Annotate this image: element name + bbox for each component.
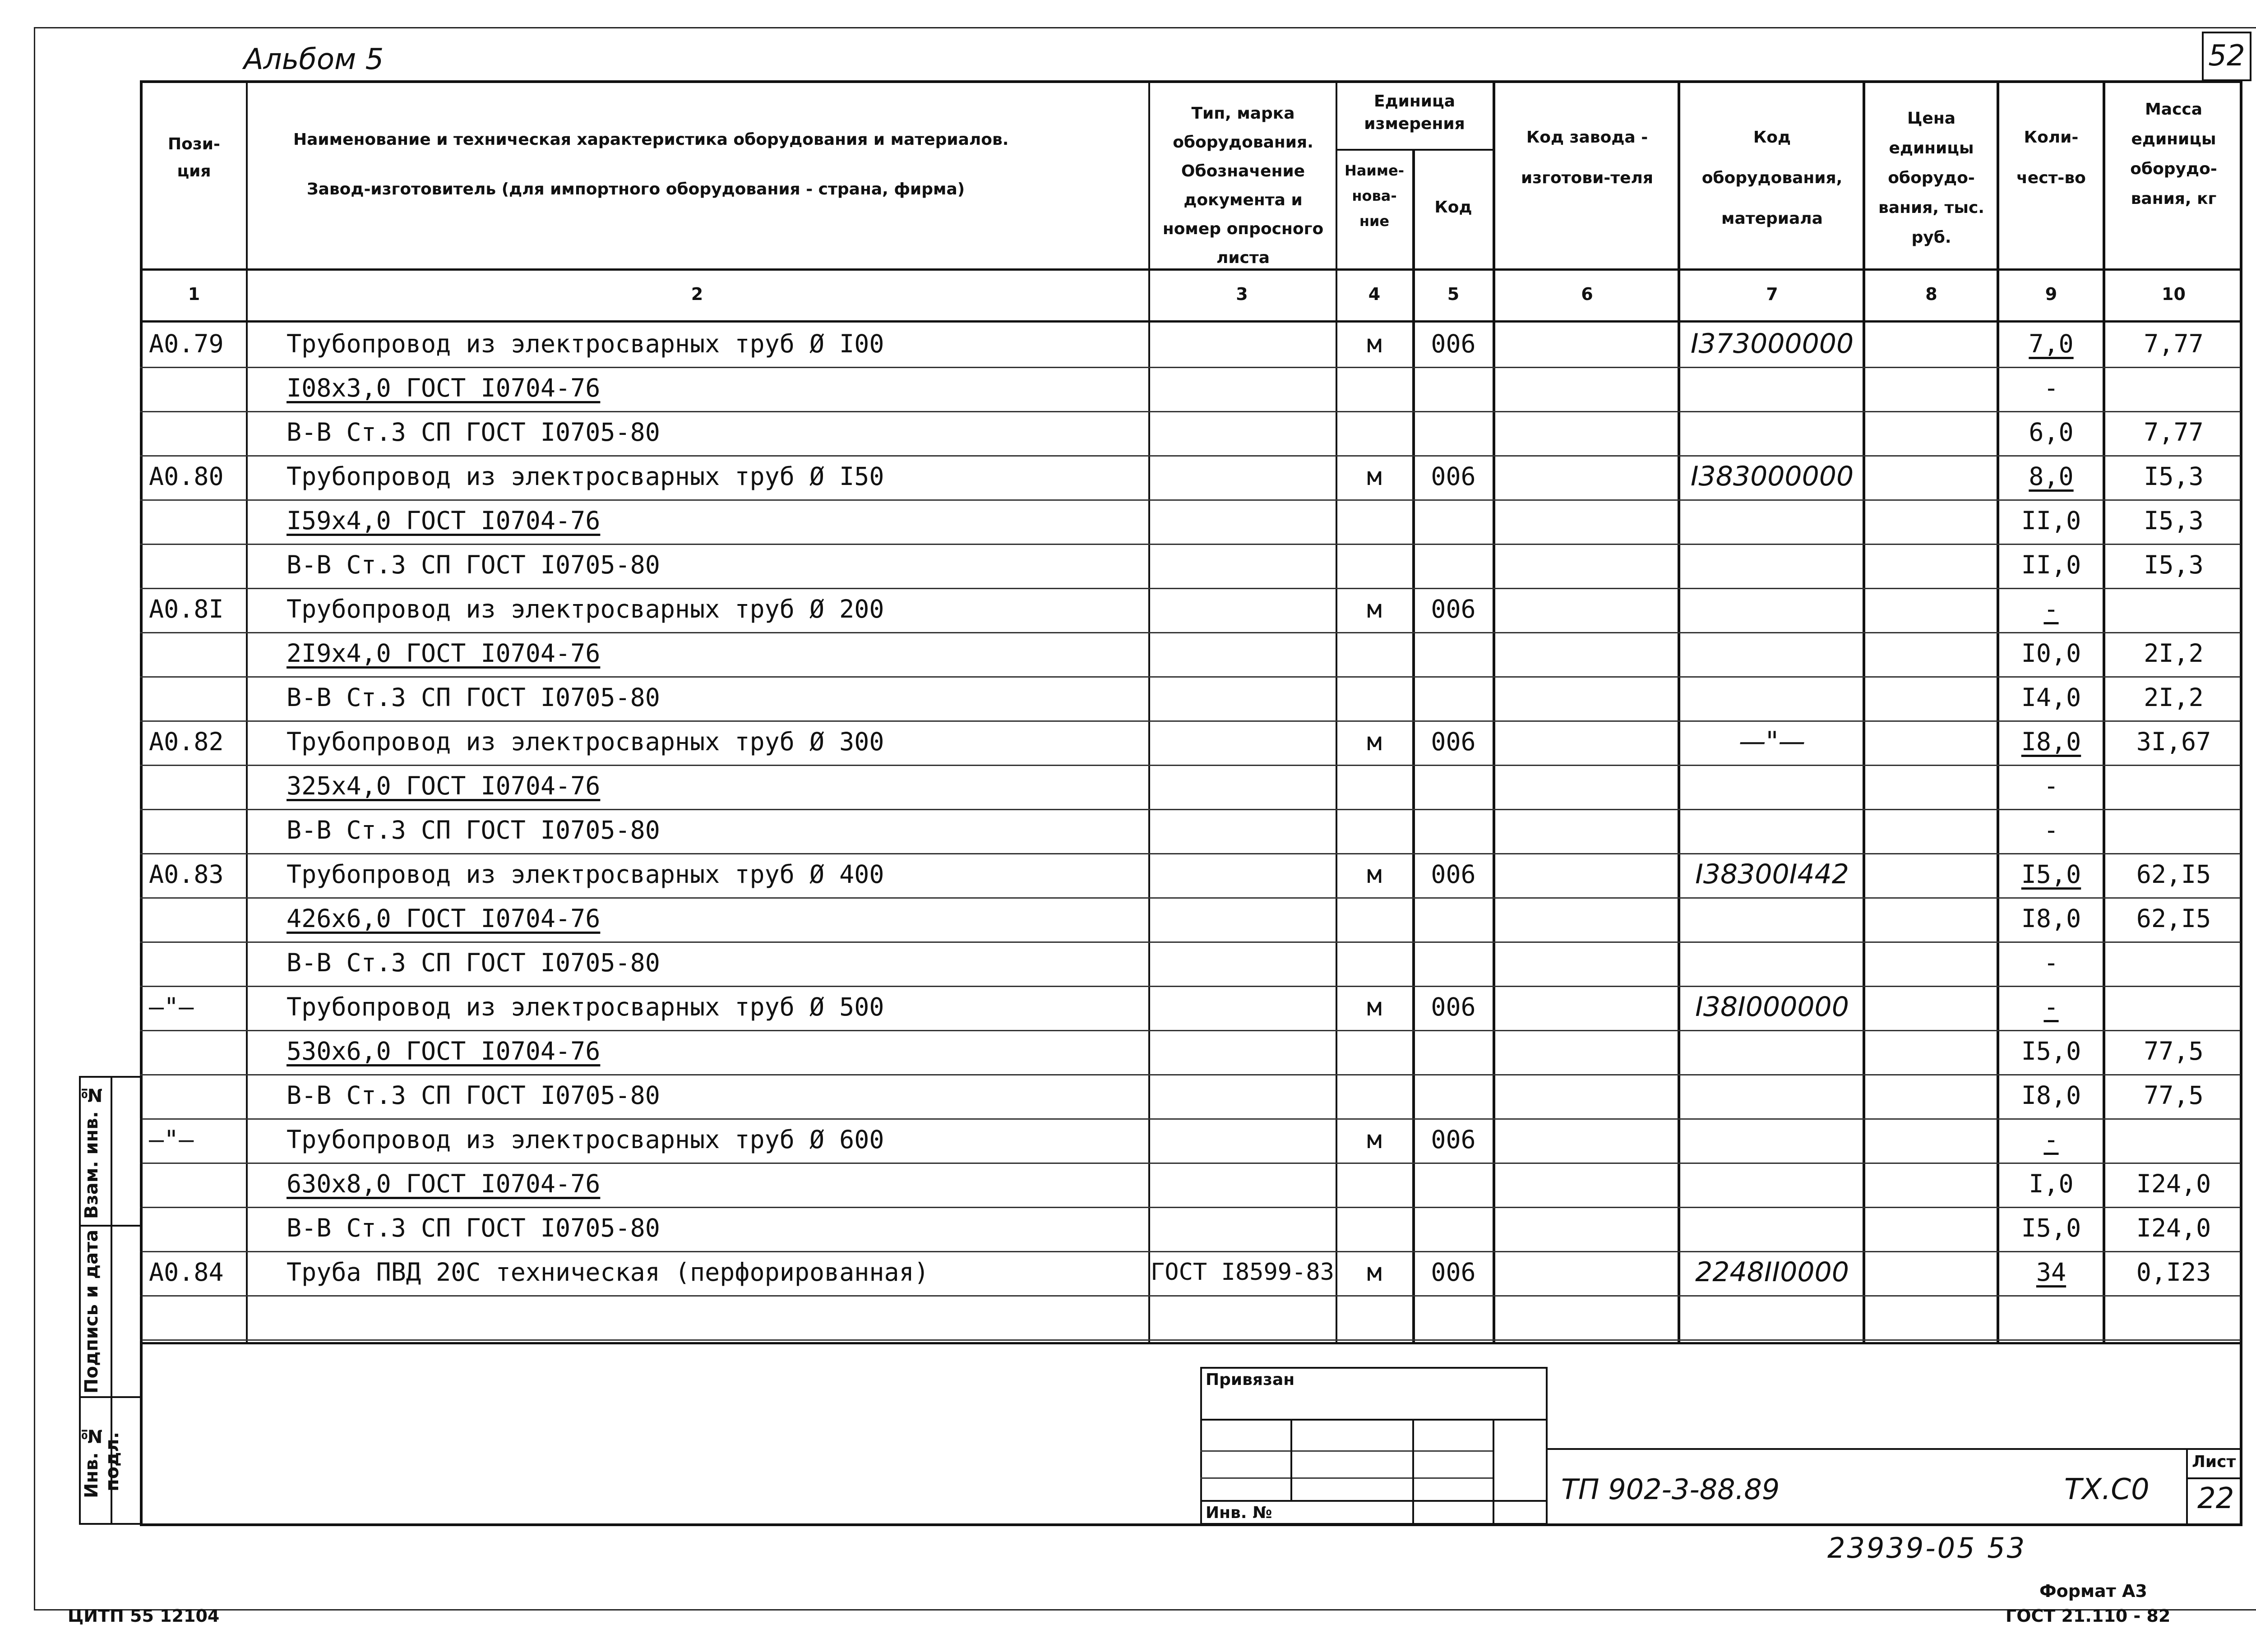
cell-mass: 3I,67 (2136, 727, 2211, 756)
cell-mass: 2I,2 (2144, 683, 2204, 712)
cell-code: 006 (1431, 1125, 1476, 1154)
row-line (140, 1251, 2240, 1252)
cell-name: 630x8,0 ГОСТ I0704-76 (287, 1169, 601, 1198)
row-line (140, 676, 2240, 678)
row-line (140, 1339, 2240, 1341)
header-price: Цена единицы оборудо-вания, тыс. руб. (1878, 109, 1984, 247)
stamp-list-label: Лист (2192, 1453, 2236, 1471)
colnum: 8 (1925, 284, 1937, 304)
header-type: Тип, марка оборудования. Обозначение документа и номер опросного листа (1162, 104, 1324, 267)
colnum: 6 (1581, 284, 1593, 304)
colnum-bottom-line (140, 320, 2240, 323)
cell-code: 006 (1431, 595, 1476, 623)
row-line (140, 588, 2240, 589)
cell-qty: I8,0 (2021, 727, 2081, 756)
colnum: 7 (1766, 284, 1778, 304)
side-label-vzam: Взам. инв. № (81, 1084, 102, 1219)
stamp-vline (2186, 1448, 2188, 1525)
cell-mass: 77,5 (2144, 1037, 2204, 1066)
cell-unit: м (1367, 595, 1382, 623)
row-line (140, 720, 2240, 722)
cell-mass: 62,I5 (2136, 860, 2211, 889)
cell-name: I08x3,0 ГОСТ I0704-76 (287, 374, 601, 402)
cell-unit: м (1367, 860, 1382, 889)
col-divider (1336, 81, 1337, 1344)
cell-code: 006 (1431, 860, 1476, 889)
cell-mat-code: I38I000000 (1695, 991, 1849, 1023)
col-divider (1678, 81, 1680, 1344)
header-mass: Масса единицы оборудо-вания, кг (2130, 100, 2217, 208)
row-line (140, 1030, 2240, 1031)
col-divider (1493, 81, 1495, 1344)
row-line (140, 1163, 2240, 1164)
header-position: Пози- ция (168, 135, 220, 180)
colnum: 9 (2045, 284, 2057, 304)
header-quantity: Коли-чест-во (2016, 128, 2086, 187)
cell-pos: А0.8I (149, 595, 224, 623)
table-bottom-line (140, 1342, 2240, 1344)
stamp-section: ТХ.С0 (2064, 1473, 2150, 1506)
stamp-line (1200, 1419, 1548, 1421)
cell-pos: А0.83 (149, 860, 224, 889)
colnum: 3 (1236, 284, 1248, 304)
cell-mass: 7,77 (2144, 329, 2204, 358)
cell-code: 006 (1431, 462, 1476, 491)
cell-code: 006 (1431, 329, 1476, 358)
cell-mass: I24,0 (2136, 1214, 2211, 1242)
row-line (140, 1207, 2240, 1208)
row-line (140, 1295, 2240, 1297)
colnum: 10 (2162, 284, 2186, 304)
cell-name: В-В Ст.3 СП ГОСТ I0705-80 (287, 1081, 660, 1110)
colnum: 4 (1368, 284, 1381, 304)
cell-qty: 6,0 (2029, 418, 2074, 447)
cell-name: Трубопровод из электросварных труб Ø 600 (287, 1125, 884, 1154)
gost-label: ГОСТ 21.110 - 82 (2006, 1606, 2171, 1626)
cell-mass: I5,3 (2144, 506, 2204, 535)
cell-unit: м (1367, 1125, 1382, 1154)
stamp-line (1200, 1477, 1493, 1479)
header-unit-group: Единица измерения (1364, 92, 1465, 133)
cell-mat-code: —"— (1738, 726, 1806, 757)
header-name-1: Наименование и техническая характеристика оборудования и материалов. (293, 130, 1009, 149)
cell-qty: II,0 (2021, 506, 2081, 535)
col-divider (246, 81, 248, 1344)
row-line (140, 986, 2240, 987)
col-divider (1148, 81, 1150, 1344)
cell-unit: м (1367, 727, 1382, 756)
cell-name: В-В Ст.3 СП ГОСТ I0705-80 (287, 816, 660, 844)
cell-name: 530x6,0 ГОСТ I0704-76 (287, 1037, 601, 1066)
header-material-code: Код оборудования, материала (1701, 128, 1843, 228)
cell-name: Трубопровод из электросварных труб Ø 300 (287, 727, 884, 756)
cell-mat-code: I383000000 (1690, 461, 1854, 492)
row-line (140, 411, 2240, 412)
header-unit-code: Код (1434, 198, 1472, 217)
stamp-line (1200, 1450, 1493, 1452)
album-label: Альбом 5 (244, 43, 384, 76)
cell-name: 426x6,0 ГОСТ I0704-76 (287, 904, 601, 933)
cell-name: 325x4,0 ГОСТ I0704-76 (287, 771, 601, 800)
cell-qty: I,0 (2029, 1169, 2074, 1198)
cell-pos: А0.82 (149, 727, 224, 756)
cell-qty: I8,0 (2021, 1081, 2081, 1110)
row-line (140, 632, 2240, 633)
cell-pos: А0.79 (149, 329, 224, 358)
row-line (140, 544, 2240, 545)
row-line (140, 1118, 2240, 1120)
cell-qty: I5,0 (2021, 1214, 2081, 1242)
citp-label: ЦИТП 55 12104 (68, 1606, 220, 1626)
cell-qty: - (2043, 816, 2059, 844)
cell-qty: II,0 (2021, 550, 2081, 579)
cell-qty: I5,0 (2021, 1037, 2081, 1066)
cell-qty: I8,0 (2021, 904, 2081, 933)
cell-mass: 2I,2 (2144, 639, 2204, 668)
cell-qty: - (2043, 374, 2059, 402)
cell-name: I59x4,0 ГОСТ I0704-76 (287, 506, 601, 535)
stamp-privyazan: Привязан (1206, 1371, 1295, 1389)
stamp-vline (1493, 1419, 1494, 1525)
cell-qty: 8,0 (2029, 462, 2074, 491)
cell-qty: 34 (2036, 1258, 2066, 1287)
cell-doc: ГОСТ I8599-83 (1151, 1259, 1334, 1286)
row-line (140, 765, 2240, 766)
cell-pos: —"— (149, 992, 194, 1021)
cell-name: Трубопровод из электросварных труб Ø 500 (287, 992, 884, 1021)
cell-qty: 7,0 (2029, 329, 2074, 358)
cell-mat-code: I38300I442 (1695, 858, 1849, 890)
col-divider (1997, 81, 1999, 1344)
side-label-podpis: Подпись и дата (81, 1229, 102, 1394)
cell-name: Трубопровод из электросварных труб Ø 200 (287, 595, 884, 623)
cell-mass: I5,3 (2144, 462, 2204, 491)
header-subdivider (1336, 149, 1493, 151)
col-divider (2103, 81, 2105, 1344)
stamp-line (2186, 1477, 2242, 1479)
cell-name: В-В Ст.3 СП ГОСТ I0705-80 (287, 418, 660, 447)
cell-code: 006 (1431, 1258, 1476, 1287)
cell-qty: - (2043, 1125, 2059, 1154)
bottom-number: 23939-05 53 (1827, 1532, 2027, 1564)
cell-qty: - (2043, 771, 2059, 800)
stamp-title-line (1548, 1448, 2242, 1450)
cell-qty: I5,0 (2021, 860, 2081, 889)
colnum: 5 (1447, 284, 1460, 304)
cell-code: 006 (1431, 992, 1476, 1021)
cell-mass: I5,3 (2144, 550, 2204, 579)
row-line (140, 455, 2240, 457)
cell-qty: - (2043, 948, 2059, 977)
format-label: Формат А3 (2039, 1581, 2147, 1601)
header-unit-name: Наиме-нова-ние (1345, 162, 1404, 230)
colnum: 1 (188, 284, 200, 304)
cell-qty: I0,0 (2021, 639, 2081, 668)
cell-mass: 7,77 (2144, 418, 2204, 447)
page-number: 52 (2202, 32, 2251, 81)
cell-mass: I24,0 (2136, 1169, 2211, 1198)
header-factory-code: Код завода - изготови-теля (1521, 128, 1653, 187)
cell-name: Трубопровод из электросварных труб Ø I00 (287, 329, 884, 358)
row-line (140, 1074, 2240, 1075)
cell-qty: - (2043, 595, 2059, 623)
cell-qty: I4,0 (2021, 683, 2081, 712)
stamp-vline (1290, 1419, 1292, 1500)
row-line (140, 941, 2240, 943)
cell-mat-code: 2248II0000 (1695, 1256, 1849, 1288)
stamp-list-number: 22 (2197, 1482, 2234, 1515)
cell-mat-code: I373000000 (1690, 328, 1854, 360)
row-line (140, 853, 2240, 854)
cell-pos: А0.84 (149, 1258, 224, 1287)
row-line (140, 897, 2240, 899)
cell-name: В-В Ст.3 СП ГОСТ I0705-80 (287, 1214, 660, 1242)
cell-mass: 0,I23 (2136, 1258, 2211, 1287)
colnum: 2 (691, 284, 703, 304)
cell-unit: м (1367, 992, 1382, 1021)
row-line (140, 367, 2240, 368)
cell-name: В-В Ст.3 СП ГОСТ I0705-80 (287, 683, 660, 712)
cell-code: 006 (1431, 727, 1476, 756)
stamp-inv-no: Инв. № (1206, 1504, 1272, 1522)
cell-pos: —"— (149, 1125, 194, 1154)
col-divider (1863, 81, 1865, 1344)
cell-unit: м (1367, 462, 1382, 491)
stamp-line (1200, 1500, 1548, 1502)
cell-mass: 62,I5 (2136, 904, 2211, 933)
cell-name: В-В Ст.3 СП ГОСТ I0705-80 (287, 550, 660, 579)
cell-name: Труба ПВД 20С техническая (перфорированная) (287, 1258, 929, 1287)
cell-qty: - (2043, 992, 2059, 1021)
cell-name: Трубопровод из электросварных труб Ø 400 (287, 860, 884, 889)
stamp-doc-code: ТП 902-3-88.89 (1561, 1473, 1780, 1506)
cell-name: Трубопровод из электросварных труб Ø I50 (287, 462, 884, 491)
stamp-vline (1412, 1419, 1414, 1525)
side-label-inv-podl: Инв. № подл. (81, 1425, 123, 1498)
cell-name: В-В Ст.3 СП ГОСТ I0705-80 (287, 948, 660, 977)
cell-name: 2I9x4,0 ГОСТ I0704-76 (287, 639, 601, 668)
row-line (140, 809, 2240, 810)
row-line (140, 499, 2240, 501)
cell-unit: м (1367, 329, 1382, 358)
cell-unit: м (1367, 1258, 1382, 1287)
header-name-2: Завод-изготовитель (для импортного оборудования - страна, фирма) (307, 180, 965, 198)
cell-mass: 77,5 (2144, 1081, 2204, 1110)
cell-pos: А0.80 (149, 462, 224, 491)
